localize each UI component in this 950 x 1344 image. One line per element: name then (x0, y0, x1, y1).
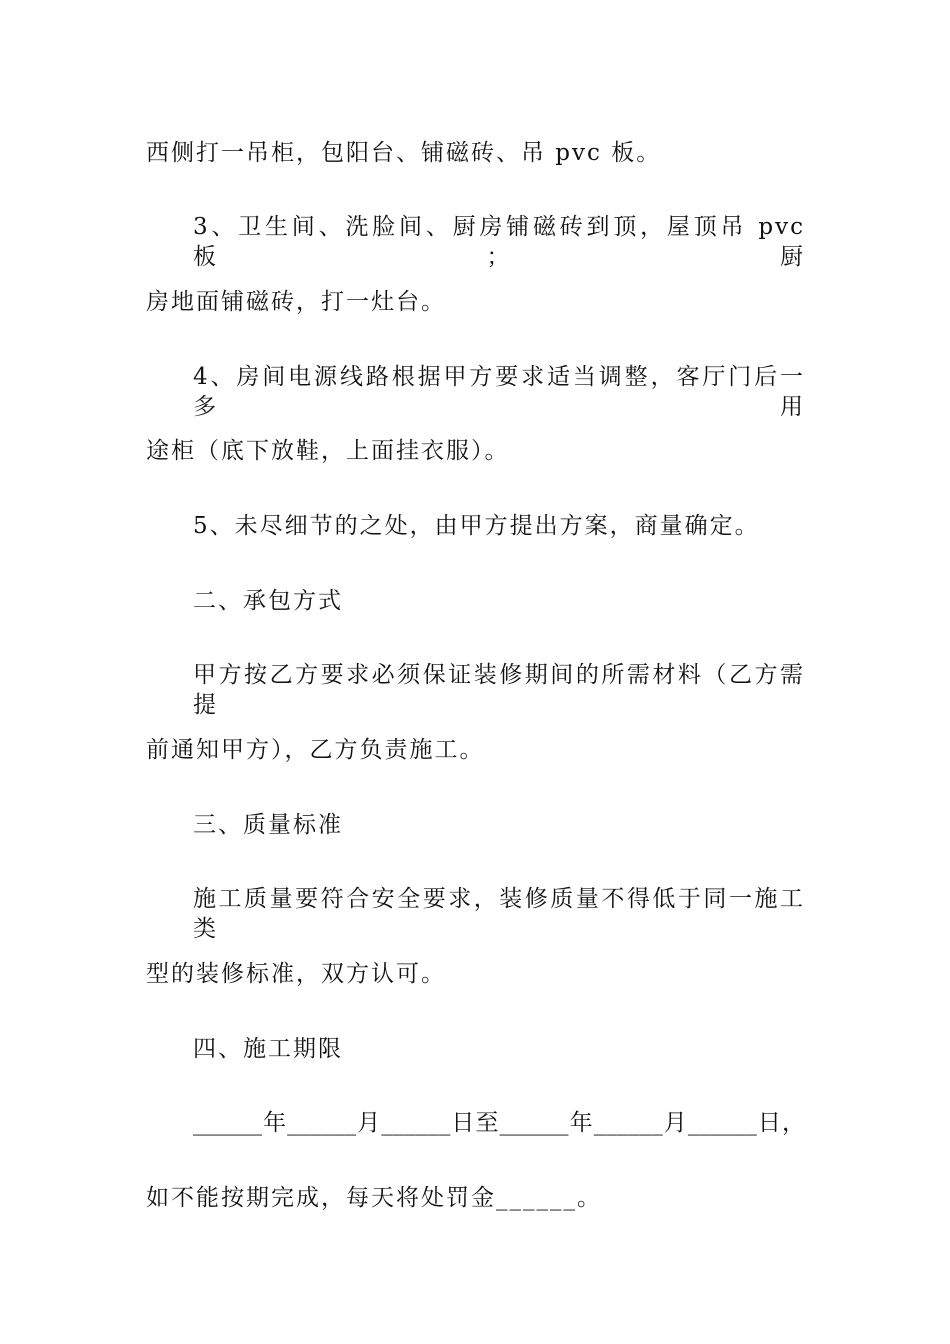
paragraph-line: 西侧打一吊柜，包阳台、铺磁砖、吊 pvc 板。 (146, 140, 662, 166)
paragraph-line: 施工质量要符合安全要求，装修质量不得低于同一施工类 (193, 886, 805, 942)
paragraph-line: 4、房间电源线路根据甲方要求适当调整，客厅门后一多用 (193, 364, 805, 420)
section-heading: 四、施工期限 (193, 1036, 343, 1062)
paragraph-line: 甲方按乙方要求必须保证装修期间的所需材料（乙方需提 (193, 662, 805, 718)
date-fill-line: ______年______月______日至______年______月______日， (193, 1110, 805, 1136)
paragraph-line: 5、未尽细节的之处，由甲方提出方案，商量确定。 (193, 513, 760, 539)
paragraph-line: 3、卫生间、洗脸间、厨房铺磁砖到顶，屋顶吊 pvc 板；厨 (193, 214, 805, 270)
section-heading: 二、承包方式 (193, 588, 343, 614)
paragraph-line: 型的装修标准，双方认可。 (146, 961, 446, 987)
section-heading: 三、质量标准 (193, 812, 343, 838)
paragraph-line: 如不能按期完成，每天将处罚金______。 (146, 1185, 602, 1211)
paragraph-line: 前通知甲方），乙方负责施工。 (146, 737, 485, 763)
paragraph-line: 途柜（底下放鞋，上面挂衣服）。 (146, 438, 510, 464)
paragraph-line: 房地面铺磁砖，打一灶台。 (146, 289, 446, 315)
